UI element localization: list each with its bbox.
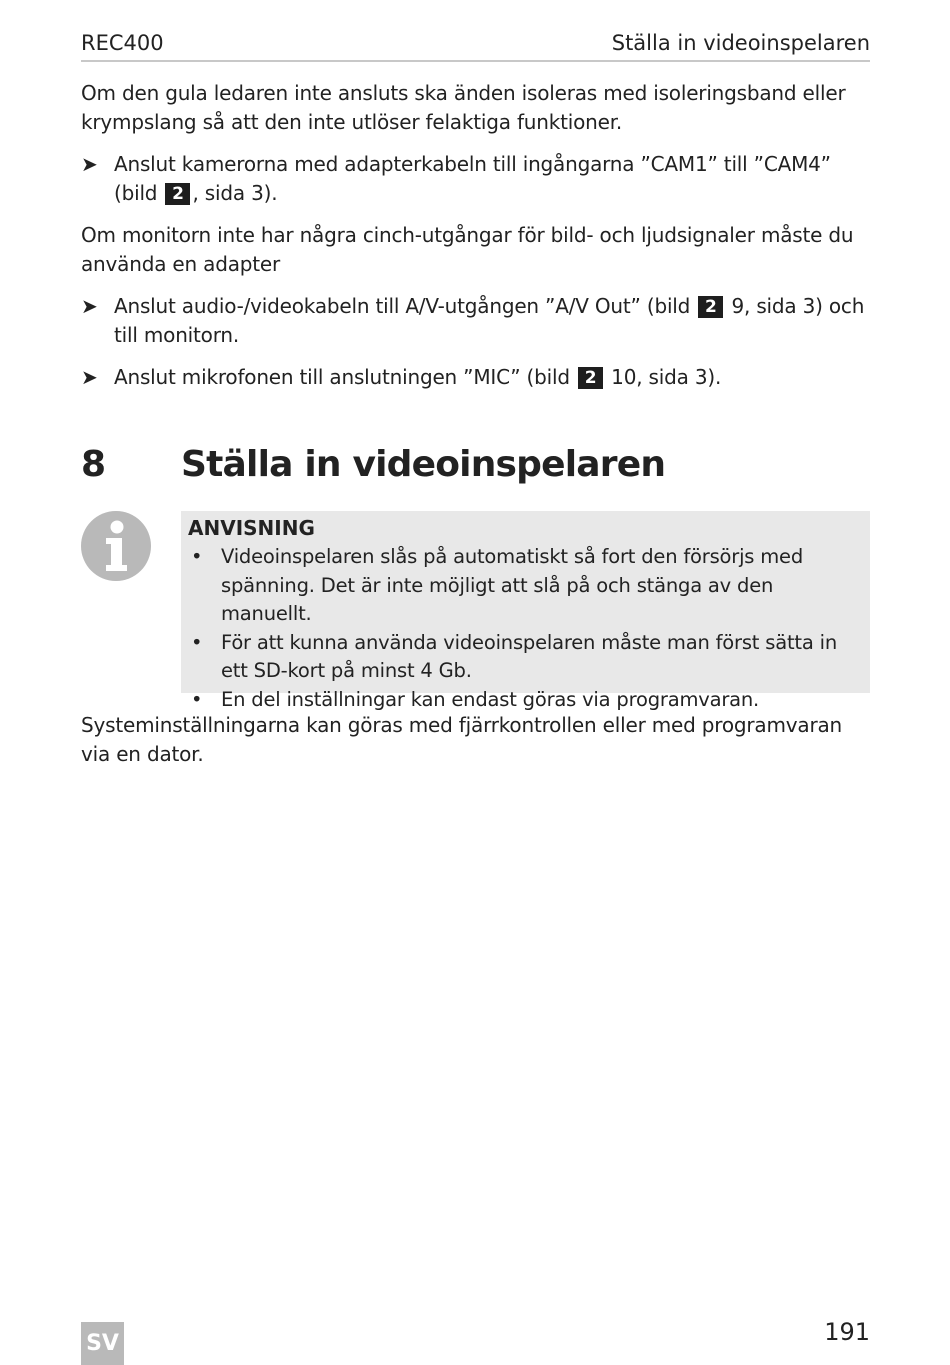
step-text: Anslut kamerorna med adapterkabeln till ingångarna ”CAM1” till ”CAM4” (bild 2 , sida 3). (114, 152, 831, 205)
note-list (188, 543, 863, 714)
figure-reference-badge: 2 (578, 367, 603, 389)
arrow-bullet-icon: ➤ (81, 365, 98, 389)
arrow-bullet-icon: ➤ (81, 294, 98, 318)
step-connect-av-cable (81, 292, 871, 349)
intro-paragraph: Om den gula ledaren inte ansluts ska änden isoleras med isoleringsband eller krympslang så att den inte utlöser felaktiga funktioner. (81, 81, 846, 134)
bullet-dot-icon: • (191, 545, 203, 568)
page-header (81, 28, 870, 62)
note-title: ANVISNING (188, 516, 315, 540)
step-connect-microphone (81, 363, 871, 392)
info-icon (81, 511, 151, 581)
header-product-name: REC400 (81, 31, 164, 55)
section-title: Ställa in videoinspelaren (181, 444, 666, 485)
step-text: Anslut audio-/videokabeln till A/V-utgången ”A/V Out” (bild 2 9, sida 3) och till monitorn. (114, 294, 865, 347)
bullet-dot-icon: • (191, 630, 203, 654)
system-settings-paragraph: Systeminställningarna kan göras med fjärrkontrollen eller med programvaran via en dator. (81, 713, 843, 766)
language-badge: SV (81, 1322, 124, 1365)
note-item: • För att kunna använda videoinspelaren måste man först sätta in ett SD-kort på minst 4 Gb. (191, 630, 837, 682)
arrow-bullet-icon: ➤ (81, 152, 98, 176)
figure-reference-badge: 2 (165, 183, 190, 205)
note-item: • En del inställningar kan endast göras via programvaran. (188, 686, 863, 715)
monitor-paragraph: Om monitorn inte har några cinch-utgångar för bild- och ljudsignaler måste du använda en adapter (81, 223, 854, 276)
page-number: 191 (824, 1318, 870, 1346)
header-chapter-title: Ställa in videoinspelaren (611, 31, 870, 55)
note-box (181, 511, 870, 711)
step-connect-cameras (81, 150, 871, 207)
figure-reference-badge: 2 (698, 296, 723, 318)
bullet-dot-icon: • (191, 687, 203, 711)
step-text: Anslut mikrofonen till anslutningen ”MIC” (bild 2 10, sida 3). (114, 365, 722, 389)
note-item: • Videoinspelaren slås på automatiskt så fort den försörjs med spänning. Det är inte möjligt att slå på och stänga av den manuellt. (191, 545, 804, 625)
section-number: 8 (81, 444, 107, 485)
